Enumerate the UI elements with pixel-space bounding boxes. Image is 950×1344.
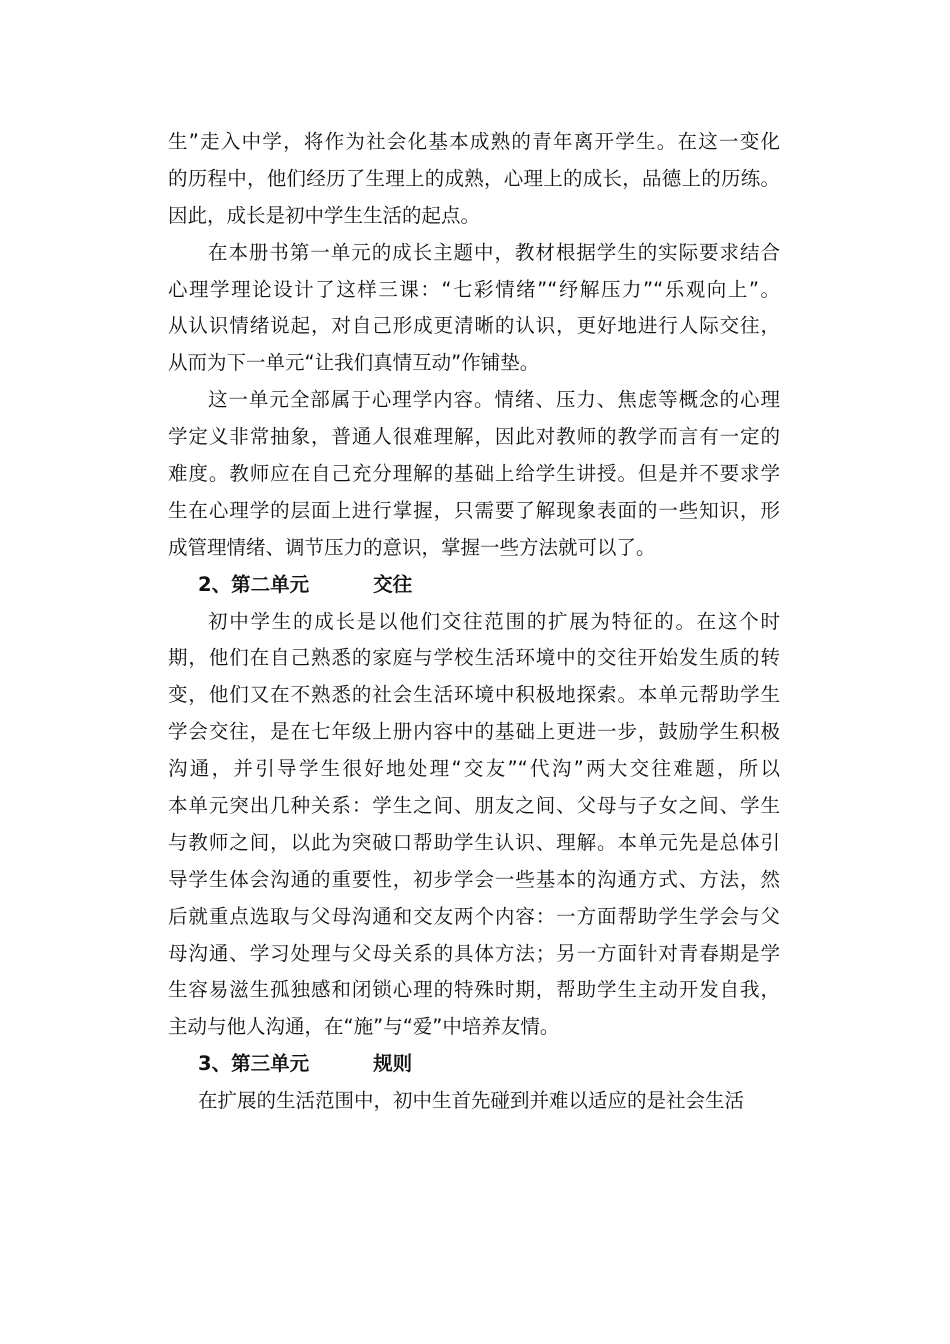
text-line: 在本册书第一单元的成长主题中，教材根据学生的实际要求结合 bbox=[208, 240, 780, 264]
text-line: 从认识情绪说起，对自己形成更清晰的认识，更好地进行人际交往， bbox=[168, 314, 780, 338]
section-number: 2、第二单元 bbox=[198, 572, 310, 596]
text-line: 心理学理论设计了这样三课：“七彩情绪”“纾解压力”“乐观向上”。 bbox=[168, 277, 780, 301]
text-line: 期，他们在自己熟悉的家庭与学校生活环境中的交往开始发生质的转 bbox=[168, 646, 780, 670]
text-line: 学定义非常抽象，普通人很难理解，因此对教师的教学而言有一定的 bbox=[168, 425, 780, 449]
text-line: 从而为下一单元“让我们真情互动”作铺垫。 bbox=[168, 351, 540, 375]
section-title: 规则 bbox=[373, 1052, 413, 1076]
section-heading-unit-two bbox=[168, 567, 780, 604]
text-line: 在扩展的生活范围中，初中生首先碰到并难以适应的是社会生活 bbox=[198, 1089, 745, 1113]
text-line: 的历程中，他们经历了生理上的成熟，心理上的成长，品德上的历练。 bbox=[168, 166, 780, 190]
text-line: 生在心理学的层面上进行掌握，只需要了解现象表面的一些知识，形 bbox=[168, 498, 780, 522]
text-line: 因此，成长是初中学生生活的起点。 bbox=[168, 203, 481, 227]
text-line: 初中学生的成长是以他们交往范围的扩展为特征的。在这个时 bbox=[208, 609, 780, 633]
text-line: 生”走入中学，将作为社会化基本成熟的青年离开学生。在这一变化 bbox=[168, 130, 780, 153]
paragraph-psychology-content bbox=[168, 382, 780, 566]
text-line: 这一单元全部属于心理学内容。情绪、压力、焦虑等概念的心理 bbox=[208, 388, 780, 412]
section-heading-unit-three bbox=[168, 1046, 780, 1083]
text-line: 与教师之间，以此为突破口帮助学生认识、理解。本单元先是总体引 bbox=[168, 830, 780, 854]
paragraph-unit-one-theme bbox=[168, 235, 780, 383]
text-line: 沟通，并引导学生很好地处理“交友”“代沟”两大交往难题，所以 bbox=[168, 757, 780, 781]
paragraph-unit-three-rules bbox=[168, 1083, 780, 1120]
text-line: 本单元突出几种关系：学生之间、朋友之间、父母与子女之间、学生 bbox=[168, 794, 780, 818]
text-line: 变，他们又在不熟悉的社会生活环境中积极地探索。本单元帮助学生 bbox=[168, 683, 780, 707]
text-line: 生容易滋生孤独感和闭锁心理的特殊时期，帮助学生主动开发自我， bbox=[168, 978, 780, 1002]
text-line: 难度。教师应在自己充分理解的基础上给学生讲授。但是并不要求学 bbox=[168, 462, 780, 486]
document-page bbox=[168, 124, 780, 1120]
text-line: 成管理情绪、调节压力的意识，掌握一些方法就可以了。 bbox=[168, 535, 656, 559]
section-number: 3、第三单元 bbox=[198, 1052, 310, 1076]
text-line: 母沟通、学习处理与父母关系的具体方法；另一方面针对青春期是学 bbox=[168, 941, 780, 965]
text-line: 主动与他人沟通，在“施”与“爱”中培养友情。 bbox=[168, 1015, 560, 1039]
paragraph-unit-two-communication bbox=[168, 604, 780, 1047]
text-line: 学会交往，是在七年级上册内容中的基础上更进一步，鼓励学生积极 bbox=[168, 720, 780, 744]
paragraph-growth-intro bbox=[168, 124, 780, 235]
text-line: 后就重点选取与父母沟通和交友两个内容：一方面帮助学生学会与父 bbox=[168, 904, 780, 928]
text-line: 导学生体会沟通的重要性，初步学会一些基本的沟通方式、方法，然 bbox=[168, 867, 780, 891]
section-title: 交往 bbox=[373, 572, 413, 596]
